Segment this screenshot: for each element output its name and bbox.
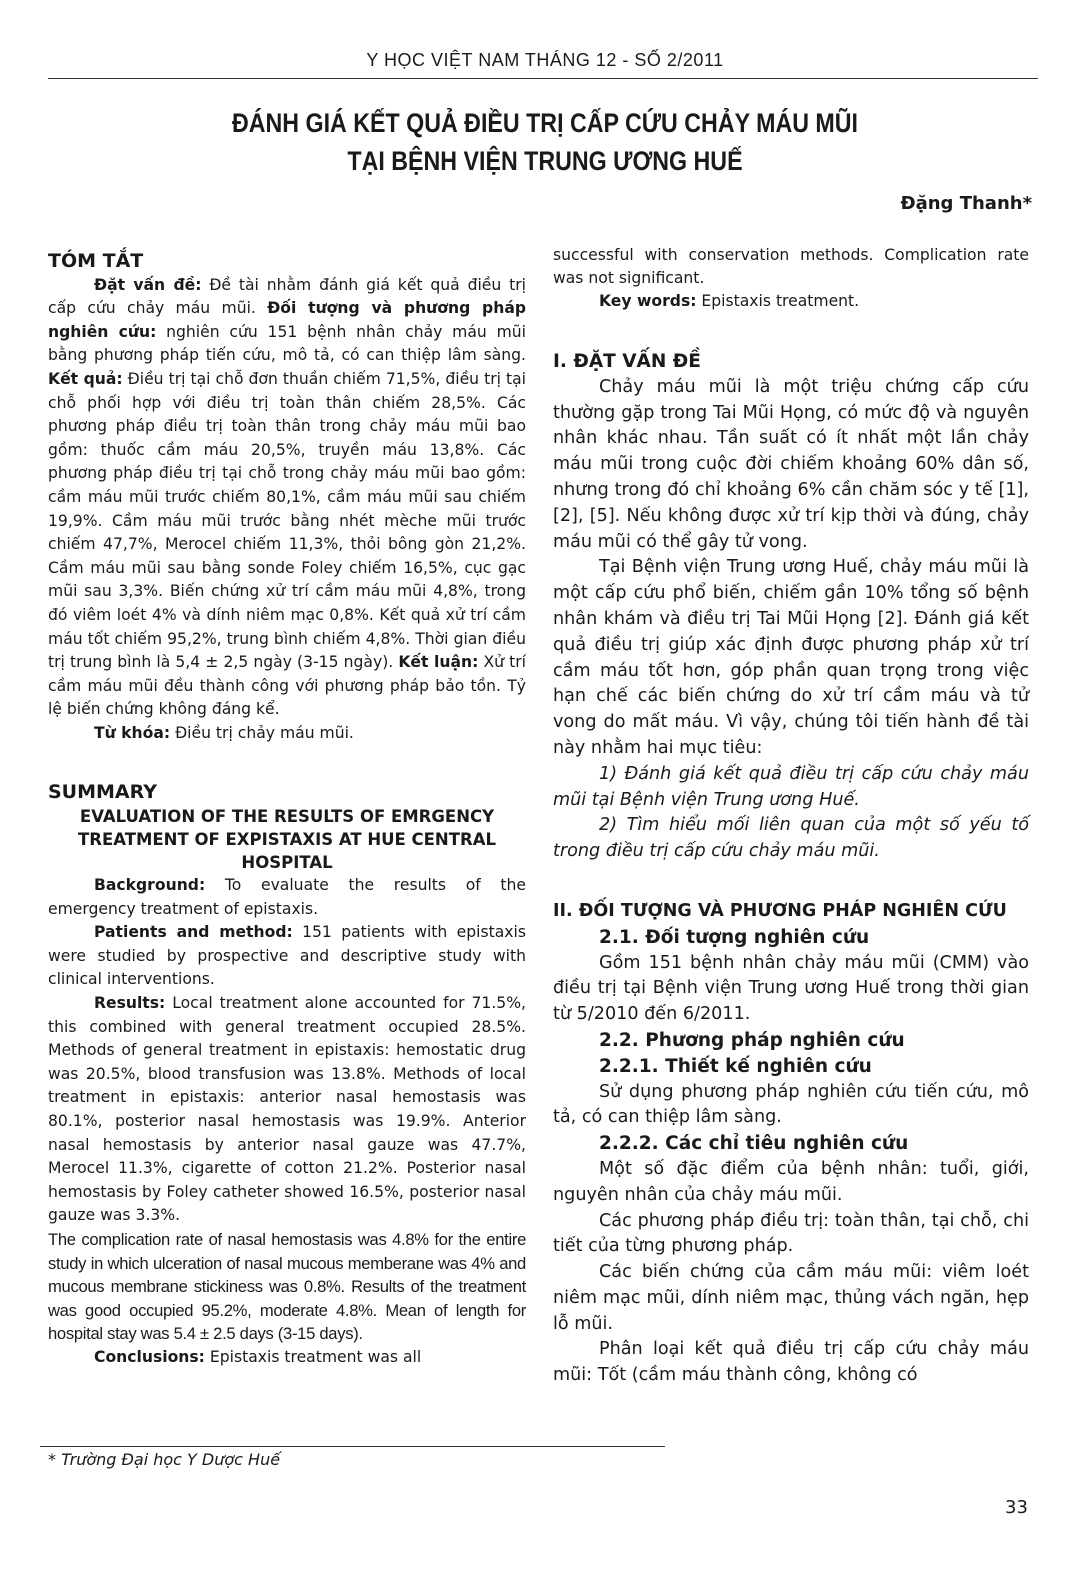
abstract-body: [48, 274, 526, 722]
criteria-item: Các biến chứng của cầm máu mũi: viêm loét niêm mạc mũi, dính niêm mạc, thủng vách ngăn, hẹp lỗ mũi.: [553, 1262, 1029, 1334]
summary-results-cont: [48, 1228, 526, 1346]
criteria-item: Một số đặc điểm của bệnh nhân: tuổi, giới, nguyên nhân của chảy máu mũi.: [553, 1158, 1029, 1205]
criteria-item: Các phương pháp điều trị: toàn thân, tại chỗ, chi tiết của từng phương pháp.: [553, 1210, 1029, 1257]
run-text: Epistaxis treatment was all: [204, 1347, 422, 1366]
summary-background: [48, 874, 526, 921]
run-label: Đối tượng và phương pháp nghiên cứu:: [48, 299, 526, 341]
header-rule: [48, 78, 1038, 79]
paragraph: Sử dụng phương pháp nghiên cứu tiến cứu, mô tả, có can thiệp lâm sàng.: [553, 1081, 1029, 1128]
paragraph: Chảy máu mũi là một triệu chứng cấp cứu thường gặp trong Tai Mũi Họng, có mức độ và nguyên nhân khác nhau. Tần suất có ít nhất một lần chảy máu mũi trong cuộc đời chiếm khoảng 60% dân số, nhưng trong đó chỉ khoảng 6% cần chăm sóc y tế [1], [2], [5]. Nếu không được xử trí kịp thời và đúng, chảy máu mũi có thể gây tử vong.: [553, 376, 1029, 552]
summary-title: EVALUATION OF THE RESULTS OF EMRGENCY TREATMENT OF EXPISTAXIS AT HUE CENTRAL HOSPITAL: [77, 807, 496, 873]
subsection-heading: 2.2.1. Thiết kế nghiên cứu: [599, 1055, 872, 1077]
paragraph: Tại Bệnh viện Trung ương Huế, chảy máu mũi là một cấp cứu phổ biến, chiếm gần 10% tổng số bệnh nhân khám và điều trị Tai Mũi Họng [2]. Đánh giá kết quả điều trị giúp xác định được phương pháp xử trí cầm máu tốt hơn, góp phần quan trọng trong việc hạn chế các biến chứng do xử trí cầm máu và tử vong do mất máu. Vì vậy, chúng tôi tiến hành đề tài này nhằm hai mục tiêu:: [553, 557, 1029, 758]
page-number: 33: [1005, 1497, 1028, 1518]
journal-header: Y HỌC VIỆT NAM THÁNG 12 - SỐ 2/2011: [366, 50, 724, 70]
run-text: Điều trị tại chỗ đơn thuần chiếm 71,5%, điều trị tại chỗ phối hợp với điều trị toàn thân chiếm 28,5%. Các phương pháp điều trị toàn thân trong chảy máu mũi bao gồm: thuốc cầm máu 20,5%, truyền máu 13,8%. Các phương pháp điều trị tại chỗ trong chảy máu mũi bao gồm: cầm máu mũi trước chiếm 80,1%, cầm máu mũi sau chiếm 19,9%. Cầm máu mũi trước bằng nhét mèche mũi trước chiếm 47,7%, Merocel chiếm 11,3%, thỏi bông gòn 21,2%. Cầm máu mũi sau bằng sonde Foley chiếm 16,5%, cục gạc mũi sau 3,3%. Biến chứng xử trí cầm máu mũi 4,8%, trong đó viêm loét 4% và dính niêm mạc 0,8%. Kết quả xử trí cầm máu tốt chiếm 95,2%, trung bình chiếm 4,8%. Thời gian điều trị trung bình là 5,4 ± 2,5 ngày (3-15 ngày).: [48, 369, 526, 672]
run-text: Điều trị chảy máu mũi.: [170, 723, 354, 742]
run-text: The complication rate of nasal hemostasis was 4.8% for the entire study in which ulceration of nasal mucous memberane was 4% and mucous membrane stickiness was 0.8%. Results of the treatment was good occupied 95.2%, moderate 4.8%. Mean of length for hospital stay was 5.4 ± 2.5 days (3-15 days).: [48, 1229, 526, 1344]
run-label: Background:: [94, 876, 206, 895]
footnote: * Trường Đại học Y Dược Huế: [48, 1450, 281, 1469]
summary-conclusions-cont: successful with conservation methods. Complication rate was not significant.: [553, 246, 1029, 287]
article-title: [76, 104, 1013, 180]
run-label: Kết quả:: [48, 369, 123, 388]
section2-heading: II. ĐỐI TƯỢNG VÀ PHƯƠNG PHÁP NGHIÊN CỨU: [553, 900, 1007, 921]
run-text: Local treatment alone accounted for 71.5%, this combined with general treatment occupied 28.5%. Methods of general treatment in epistaxis: hemostatic drug was 20.5%, blood transfusion was 13.8%. Methods of local treatment in epistaxis: anterior nasal hemostasis was 80.1%, posterior nasal hemostasis was 19.9%. Anterior nasal hemostasis by anterior nasal gauze was 47.7%, Merocel 11.3%, cigarette of cotton 21.2%. Posterior nasal hemostasis by Foley catheter showed 16.5%, posterior nasal gauze was 3.3%.: [48, 994, 526, 1225]
paragraph: Gồm 151 bệnh nhân chảy máu mũi (CMM) vào điều trị tại Bệnh viện Trung ương Huế trong thời gian từ 5/2010 đến 6/2011.: [553, 952, 1029, 1025]
summary-heading: SUMMARY: [48, 781, 157, 804]
run-text: Xử trí cầm máu mũi đều thành công với phương pháp bảo tồn. Tỷ lệ biến chứng không đáng kể.: [48, 653, 527, 719]
subsection-heading: 2.1. Đối tượng nghiên cứu: [599, 926, 870, 948]
run-label: Đặt vấn đề:: [94, 275, 202, 294]
right-column: [553, 244, 1029, 1389]
run-label: Patients and method:: [94, 923, 293, 942]
footnote-rule: [40, 1446, 665, 1447]
run-label: Key words:: [599, 292, 697, 310]
abstract-heading: TÓM TẮT: [48, 250, 144, 272]
run-text: nghiên cứu 151 bệnh nhân chảy máu mũi bằng phương pháp tiến cứu, mô tả, có can thiệp lâm sàng.: [48, 322, 526, 365]
author: Đặng Thanh*: [900, 193, 1032, 214]
run-label: Conclusions:: [94, 1347, 205, 1366]
run-text: 151 patients with epistaxis were studied by prospective and descriptive study with clinical interventions.: [48, 923, 526, 989]
summary-conclusions: [48, 1346, 526, 1370]
run-label: Kết luận:: [398, 653, 479, 672]
left-column: [48, 250, 526, 1370]
run-label: Từ khóa:: [94, 723, 171, 742]
subsection-heading: 2.2.2. Các chỉ tiêu nghiên cứu: [599, 1133, 909, 1155]
objective: 1) Đánh giá kết quả điều trị cấp cứu chảy máu mũi tại Bệnh viện Trung ương Huế.: [553, 763, 1029, 810]
section1-heading: I. ĐẶT VẤN ĐỀ: [553, 351, 701, 372]
run-text: To evaluate the results of the emergency treatment of epistaxis.: [48, 876, 526, 918]
run-text: Đề tài nhằm đánh giá kết quả điều trị cấp cứu chảy máu mũi.: [48, 275, 526, 318]
title-line: TẠI BỆNH VIỆN TRUNG ƯƠNG HUẾ: [347, 146, 743, 176]
objective: 2) Tìm hiểu mối liên quan của một số yếu tố trong điều trị cấp cứu chảy máu mũi.: [553, 815, 1029, 862]
summary-patients: [48, 921, 526, 992]
run-label: Results:: [94, 994, 166, 1013]
abstract-keywords: [48, 722, 526, 746]
summary-keywords: [553, 290, 1029, 313]
subsection-heading: 2.2. Phương pháp nghiên cứu: [599, 1029, 905, 1051]
summary-results: [48, 992, 526, 1228]
run-text: Epistaxis treatment.: [696, 292, 860, 310]
criteria-item: Phân loại kết quả điều trị cấp cứu chảy máu mũi: Tốt (cầm máu thành công, không có: [553, 1339, 1029, 1386]
title-line: ĐÁNH GIÁ KẾT QUẢ ĐIỀU TRỊ CẤP CỨU CHẢY MÁU MŨI: [231, 108, 858, 138]
